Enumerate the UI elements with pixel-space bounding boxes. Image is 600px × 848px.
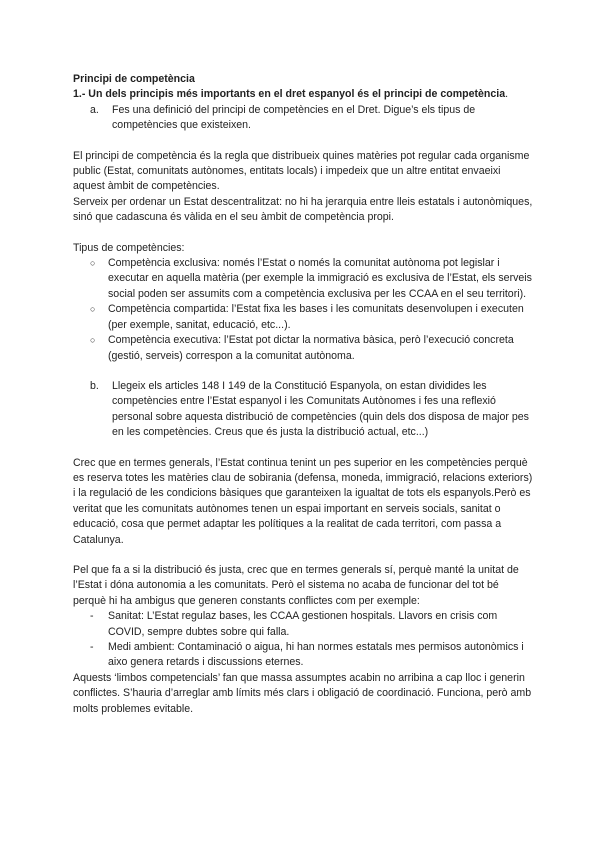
circle-bullet-icon: ○ xyxy=(90,335,96,346)
types-heading: Tipus de competències: xyxy=(73,241,185,254)
definition-paragraph: El principi de competència és la regla que distribueix quines matèries pot regular cada organisme public (Estat, comunitats autònomes, entitats locals) i impedeix que un altre entitat envaeixi aquest àmbit de competències. xyxy=(73,149,530,193)
question-1-period: . xyxy=(505,88,509,101)
question-1 xyxy=(73,87,533,102)
list-item-text: Medi ambient: Contaminació o aigua, hi han normes estatals mes permisos autonòmics i aixo genera retards i discussions eternes. xyxy=(108,641,524,669)
definition-section xyxy=(73,149,533,226)
examples-list xyxy=(73,609,533,671)
answer-paragraph-1: Crec que en termes generals, l’Estat continua tenint un pes superior en les competències perquè es reserva totes les matèries clau de sobirania (defensa, moneda, immigració, relacions exteriors) i la regulació de les condicions bàsiques que garanteixen la igualtat de tots els espanyols.Però es veritat que les comunitats autònomes tenen un espai important en serveis socials, sanitat o educació, cosa que permet adaptar les polítiques a la realitat de cada territori, com passa a Catalunya. xyxy=(73,456,533,546)
question-a-marker: a. xyxy=(90,103,99,116)
question-b-marker: b. xyxy=(90,379,99,392)
definition-paragraph: Serveix per ordenar un Estat descentralitzat: no hi ha jerarquia entre lleis estatals i autonòmiques, sinó que cadascuna és vàlida en el seu àmbit de competència propi. xyxy=(73,195,533,224)
list-item xyxy=(90,256,533,302)
question-b-text: Llegeix els articles 148 I 149 de la Constitució Espanyola, on estan dividides les competències entre l’Estat espanyol i les Comunitats Autònomes i fes una reflexió personal sobre aquesta distribució de competències (quin dels dos disposa de major pes en les competències. Creus que és justa la distribució actual, etc...) xyxy=(112,379,529,439)
list-item xyxy=(90,609,533,640)
question-b xyxy=(90,379,533,441)
answer-paragraph-2: Pel que fa a si la distribució és justa, crec que en termes generals sí, perquè manté la unitat de l’Estat i dóna autonomia a les comunitats. Però el sistema no acaba de funcionar del tot bé perquè hi ha ambigus que generen constants conflictes com per exemple: xyxy=(73,563,519,607)
answer-section-2 xyxy=(73,563,533,717)
conclusion-paragraph: Aquests ‘limbos competencials’ fan que massa assumptes acabin no arribina a cap lloc i generin conflictes. S’hauria d’arreglar amb límits més clars i obligació de coordinació. Funciona, però amb molts problemes evitable. xyxy=(73,671,532,715)
question-1-text: 1.- Un dels principis més importants en el dret espanyol és el principi de competència xyxy=(73,88,506,101)
types-section xyxy=(73,241,533,364)
question-a xyxy=(90,103,533,134)
list-item-text: Sanitat: L’Estat regulaz bases, les CCAA gestionen hospitals. Llavors en crisis com COVID, sempre dubtes sobre qui falla. xyxy=(108,610,498,638)
list-item-text: Competència executiva: l’Estat pot dictar la normativa bàsica, però l’execució concreta (gestió, serveis) correspon a la comunitat autònoma. xyxy=(108,334,514,362)
document-page xyxy=(73,72,533,717)
list-item-text: Competència exclusiva: només l’Estat o només la comunitat autònoma pot legislar i executar en aquella matèria (per exemple la immigració es exclusiva de l’Estat, els serveis social poden ser assumits com a competència exclusiva per les CCAA en el seu territori). xyxy=(108,257,532,300)
dash-bullet-icon: - xyxy=(90,610,94,623)
types-list xyxy=(73,256,533,364)
list-item xyxy=(90,302,533,333)
document-title: Principi de competència xyxy=(73,73,195,85)
list-item-text: Competència compartida: l’Estat fixa les bases i les comunitats desenvolupen i executen (per exemple, sanitat, educació, etc...). xyxy=(108,303,524,331)
question-a-text: Fes una definició del principi de competències en el Dret. Digue’s els tipus de competències que existeixen. xyxy=(112,103,476,132)
list-item xyxy=(90,640,533,671)
dash-bullet-icon: - xyxy=(90,641,94,653)
list-item xyxy=(90,333,533,364)
circle-bullet-icon: ○ xyxy=(90,304,96,315)
circle-bullet-icon: ○ xyxy=(90,258,96,269)
